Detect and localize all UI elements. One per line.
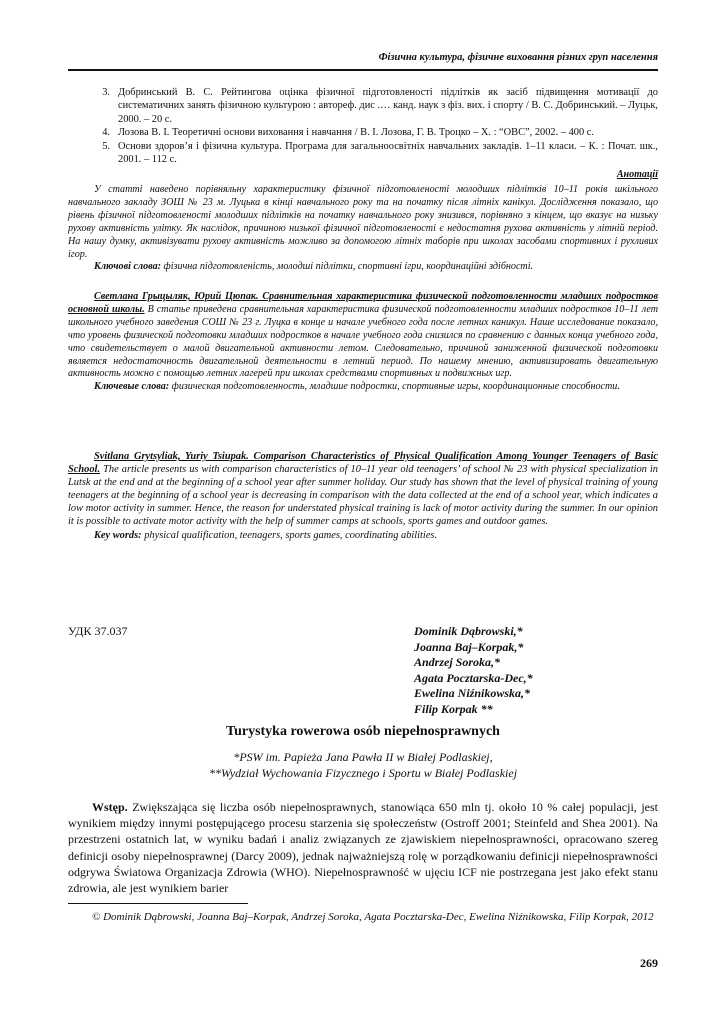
affiliation-line: **Wydział Wychowania Fizycznego i Sportu w Białej Podlaskiej: [208, 766, 518, 780]
footnote-rule: [68, 903, 248, 904]
abstracts-heading: Анотації: [616, 169, 658, 180]
author-name: Andrzej Soroka,*: [414, 655, 501, 670]
abstract-english-keywords: [68, 529, 658, 542]
keywords-text: physical qualification, teenagers, sports games, coordinating abilities.: [144, 529, 438, 541]
affiliation-line: *PSW im. Papieża Jana Pawła II w Białej Podlaskiej,: [233, 750, 493, 764]
article-title: Turystyka rowerowa osób niepełnosprawnych: [226, 724, 500, 739]
abstract-russian-body: [68, 291, 658, 381]
reference-list: [68, 86, 658, 166]
abstract-ukrainian-text: У статті наведено порівняльну характеристику фізичної підготовленості молодших підлітків 10–11 років шкільного навчального закладу ЗОШ № 23 м. Луцька в кінці навчального року та на початку після літніх канікул. Дослідження показало, що рівень фізичної підготовленості молодших підлітків на початку навчального року знизився, порівняно з кінцем, що вказує на низьку рухову активність улітку. Як наслідок, причиною низької фізичної підготовленості є недостатня рухова активність у літній період. На нашу думку, активізувати рухову активність можливо за допомогою літніх таборів при школах засобами спортивних і рухливих ігор.: [68, 184, 658, 260]
reference-item: [68, 126, 658, 139]
intro-label: Wstęp.: [92, 800, 128, 814]
running-title: Фізична культура, фізичне виховання різних груп населення: [378, 52, 658, 63]
copyright-footnote: © Dominik Dąbrowski, Joanna Baj–Korpak, Andrzej Soroka, Agata Pocztarska-Dec, Ewelina Niźnikowska, Filip Korpak, 2012: [92, 911, 654, 923]
keywords-label: Ключевые слова:: [94, 381, 170, 393]
article-body: [68, 799, 658, 896]
page-number: 269: [640, 956, 658, 970]
reference-text: Добринський В. С. Рейтингова оцінка фізичної підготовленості підлітків як засіб підвищення мотивації до систематичних занять фізичною культурою : автореф. дис .… канд. наук з фіз. вих. і спорту / В. С. Добринський. – Луцьк, 2000. – 20 с.: [118, 87, 658, 125]
header-rule: [68, 69, 658, 71]
abstract-russian-keywords: [68, 381, 658, 394]
keywords-text: физическая подготовленность, младшие подростки, спортивные игры, координационные способности.: [171, 381, 620, 393]
author-name: Dominik Dąbrowski,*: [414, 624, 523, 638]
keywords-label: Key words:: [94, 529, 142, 541]
abstract-english-citation: Svitlana Grytsyliak, Yuriy Tsiupak. Comparison Characteristics of Physical Qualification Among Younger Teenagers of Basic School.: [68, 451, 658, 476]
abstract-russian-text: В статье приведена сравнительная характеристика физической подготовленности младших подростков 10–11 лет школьного учебного заведения СОШ № 23 г. Луцка в конце и начале учебного года после летних каникул. Наше исследование показало, что уровень физической подготовки младших подростков в начале учебного года снизился по сравнению с данных конца учебного года, что свидетельствует о малой двигательной активности летом. Следовательно, причиной заниженной физической подготовки является недостаточность двигательной деятельности в летний период. По нашему мнению, активизировать двигательную активность можно с помощью летних лагерей при школах средствами спортивных и подвижных игр.: [68, 303, 658, 380]
intro-text: Zwiększająca się liczba osób niepełnosprawnych, stanowiąca 650 mln tj. około 10 % całej populacji, jest wynikiem między innymi postępującego procesu starzenia się społeczeństw (Ostroff 2001; Steinfeld and Shea 2001). Na przestrzeni ostatnich lat, w wyniku badań i analiz związanych ze zjawiskiem niepełnosprawności, opracowano szereg definicji osoby niepełnosprawnej (Darcy 2009), jednak najważniejszą rolę w porządkowaniu definicji niepełnosprawności odgrywa Światowa Organizacja Zdrowia (WHO). Niepełnosprawność w ujęciu ICF nie postrzegana jest jako efekt stanu zdrowia, ale jest wynikiem barier: [68, 800, 658, 896]
intro-paragraph: [68, 799, 658, 896]
author-name: Agata Pocztarska-Dec,*: [414, 670, 533, 685]
reference-number: 3.: [102, 87, 110, 98]
keywords-text: фізична підготовленість, молодші підлітки, спортивні ігри, координаційні здібності.: [163, 261, 534, 273]
reference-text: Лозова В. І. Теоретичні основи виховання і навчання / В. І. Лозова, Г. В. Троцко – Х. : “ОВС”, 2002. – 400 с.: [118, 127, 595, 139]
reference-text: Основи здоров’я і фізична культура. Програма для загальноосвітніх навчальних закладів. 1–11 класи. – К. : Почат. шк., 2001. – 112 с.: [118, 140, 658, 166]
abstract-russian-citation: Светлана Грыцыляк, Юрий Цюпак. Сравнительная характеристика физической подготовленности младших подростков основной школы.: [68, 291, 658, 315]
abstract-english-text: The article presents us with comparison characteristics of 10–11 year old teenagers’ of school № 23 with physical specialization in Lutsk at the end and at the beginning of a school year after summer holiday. Our study has shown that the level of physical training of young teenagers at the beginning of a school year is decreasing in comparison with the data collected at the end of a school year, which indicates a low motor activity in summer. Hence, the reason for understated physical training is lack of motor activity during the summer. In our opinion it is possible to activate motor activity with the help of summer camps at schools, sports games and outdoor games.: [68, 464, 658, 528]
reference-item: [68, 86, 658, 126]
abstract-ukrainian: [68, 184, 658, 274]
udc-code: УДК 37.037: [68, 624, 128, 638]
reference-number: 4.: [102, 127, 110, 139]
journal-page: [68, 0, 658, 1024]
affiliations: [68, 749, 658, 781]
abstract-english-body: [68, 450, 658, 529]
abstract-ukrainian-keywords: [68, 261, 658, 274]
author-name: Joanna Baj–Korpak,*: [414, 639, 524, 654]
author-list: [414, 624, 533, 718]
reference-item: [68, 140, 658, 167]
keywords-label: Ключові слова:: [94, 261, 161, 273]
author-name: Ewelina Niźnikowska,*: [414, 686, 531, 701]
abstract-russian: [68, 291, 658, 394]
abstract-english: [68, 450, 658, 542]
author-name: Filip Korpak **: [414, 701, 493, 716]
reference-number: 5.: [102, 140, 110, 152]
